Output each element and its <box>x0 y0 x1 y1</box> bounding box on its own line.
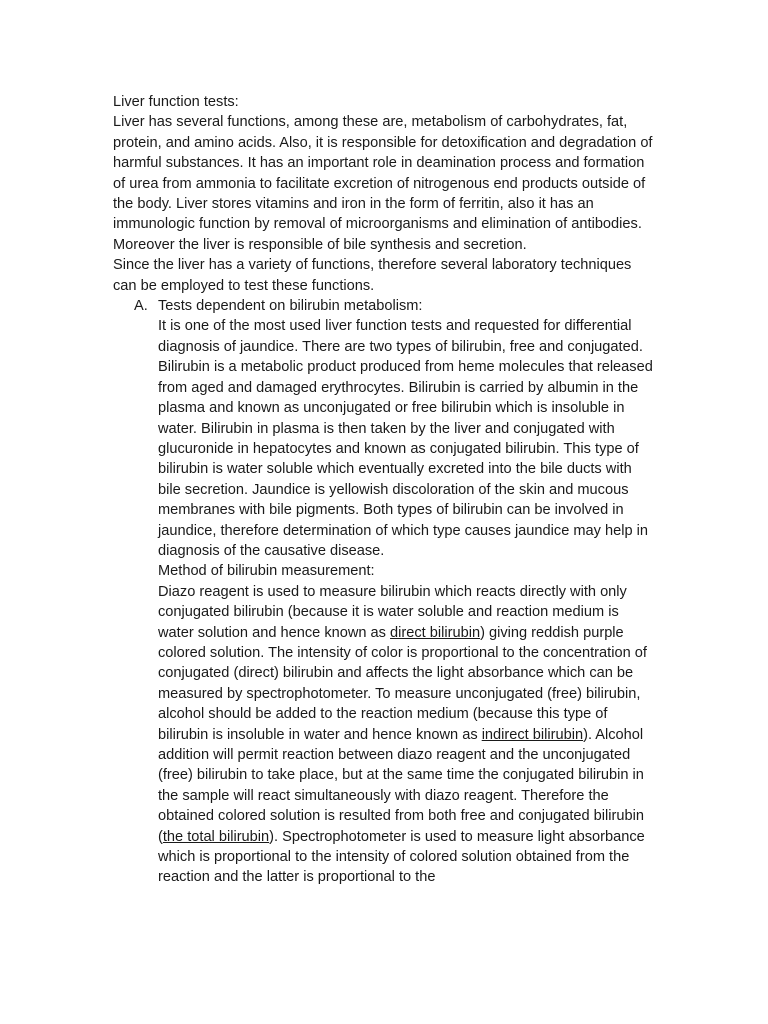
document-heading: Liver function tests: <box>113 94 239 110</box>
section-a-title: Tests dependent on bilirubin metabolism: <box>158 298 423 315</box>
method-text-4: ). Spectrophotometer is used to measure light absorbance which is proportional to the intensity of colored solution obtained from the reaction and the latter is proportional to the <box>158 828 645 886</box>
intro-paragraph: Liver has several functions, among these are, metabolism of carbohydrates, fat, protein, and amino acids. Also, it is responsible for detoxification and degradation of harmful substances. It has an important role in deamination process and formation of urea from ammonia to facilitate excretion of nitrogenous end products outside of the body. Liver stores vitamins and iron in the form of ferritin, also it has an immunologic function by removal of microorganisms and elimination of antibodies. Moreover the liver is responsible of bile synthesis and secretion. <box>113 114 653 253</box>
section-a-description: It is one of the most used liver function tests and requested for differential diagnosis of jaundice. There are two types of bilirubin, free and conjugated. Bilirubin is a metabolic product produced from heme molecules that released from aged and damaged erythrocytes. Bilirubin is carried by albumin in the plasma and known as unconjugated or free bilirubin which is insoluble in water. Bilirubin in plasma is then taken by the liver and conjugated with glucuronide in hepatocytes and known as conjugated bilirubin. This type of bilirubin is water soluble which eventually excreted into the bile ducts with bile secretion. Jaundice is yellowish discoloration of the skin and mucous membranes with bile pigments. Both types of bilirubin can be involved in jaundice, therefore determination of which type causes jaundice may help in diagnosis of the causative disease. <box>158 318 653 559</box>
list-marker: A. <box>134 298 148 315</box>
term-total-bilirubin: the total bilirubin <box>162 828 270 845</box>
second-paragraph: Since the liver has a variety of functions, therefore several laboratory techniques can be employed to test these functions. <box>113 257 632 294</box>
method-text-3: ). Alcohol addition will permit reaction between diazo reagent and the unconjugated (free) bilirubin to take place, but at the same time the conjugated bilirubin in the sample will react simultaneously with diazo reagent. Therefore the obtained colored solution is resulted from both free and conjugated bilirubin ( <box>158 726 644 845</box>
method-paragraph <box>158 582 658 888</box>
method-text-2: ) giving reddish purple colored solution. The intensity of color is proportional to the concentration of conjugated (direct) bilirubin and affects the light absorbance which can be measured by spectrophotometer. To measure unconjugated (free) bilirubin, alcohol should be added to the reaction medium (because this type of bilirubin is insoluble in water and hence known as <box>158 624 647 743</box>
list-item-a <box>113 296 658 888</box>
document-body <box>113 92 658 888</box>
term-indirect-bilirubin: indirect bilirubin <box>481 726 584 743</box>
term-direct-bilirubin: direct bilirubin <box>390 624 481 641</box>
method-title: Method of bilirubin measurement: <box>158 563 375 580</box>
method-text-1: Diazo reagent is used to measure bilirubin which reacts directly with only conjugated bilirubin (because it is water soluble and reaction medium is water solution and hence known as <box>158 583 627 641</box>
